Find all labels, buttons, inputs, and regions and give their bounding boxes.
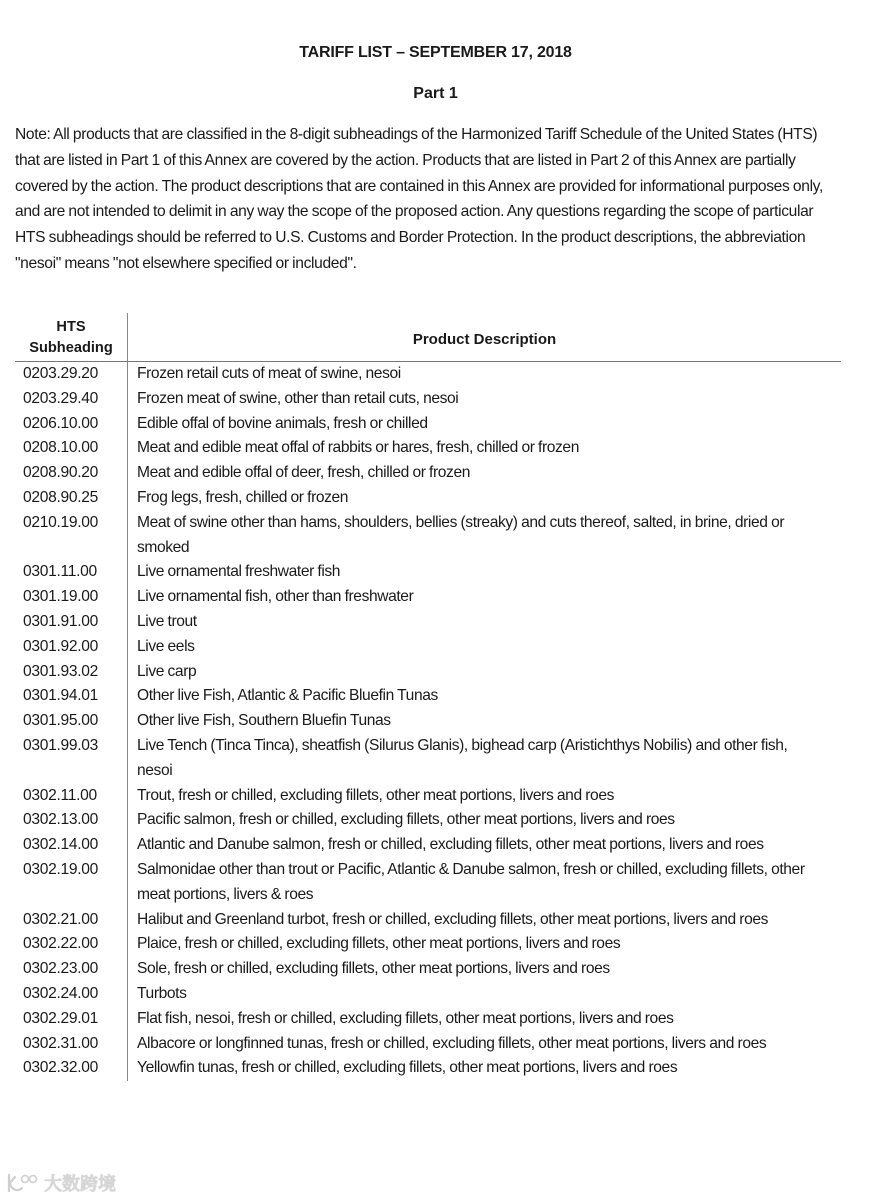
document-title: TARIFF LIST – SEPTEMBER 17, 2018 <box>299 44 572 61</box>
table-row <box>15 486 841 511</box>
table-row <box>15 932 841 957</box>
hts-code-cell: 0302.13.00 <box>15 808 128 833</box>
hts-code-cell: 0301.93.02 <box>15 660 128 685</box>
hts-code-cell: 0301.19.00 <box>15 585 128 610</box>
table-row <box>15 511 841 561</box>
product-description-cell: Edible offal of bovine animals, fresh or chilled <box>137 414 428 432</box>
annex-note: Note: All products that are classified in the 8-digit subheadings of the Harmonized Tariff Schedule of the United States (HTS) that are listed in Part 1 of this Annex are covered by the action. Products that are listed in Part 2 of this Annex are partially covered by the action. The product descriptions that are contained in this Annex are provided for informational purposes only, and are not intended to delimit in any way the scope of the proposed action. Any questions regarding the scope of particular HTS subheadings should be referred to U.S. Customs and Border Protection. In the product descriptions, the abbreviation "nesoi" means "not elsewhere specified or included". <box>15 126 823 272</box>
hts-code-cell: 0302.22.00 <box>15 932 128 957</box>
product-description-cell: Frozen retail cuts of meat of swine, nesoi <box>137 365 401 382</box>
hts-code-cell: 0302.29.01 <box>15 1007 128 1032</box>
hts-code-cell: 0210.19.00 <box>15 511 128 561</box>
table-row <box>15 684 841 709</box>
hts-code-cell: 0301.95.00 <box>15 709 128 734</box>
product-description-cell: Meat and edible meat offal of rabbits or hares, fresh, chilled or frozen <box>137 439 579 457</box>
product-description-cell: Salmonidae other than trout or Pacific, Atlantic & Danube salmon, fresh or chilled, excluding fillets, other meat portions, livers & roes <box>137 860 805 903</box>
product-description-cell: Live eels <box>137 637 195 655</box>
table-body <box>15 362 841 1081</box>
hts-code-cell: 0203.29.20 <box>15 362 128 387</box>
product-description-cell: Trout, fresh or chilled, excluding fillets, other meat portions, livers and roes <box>137 786 614 804</box>
table-row <box>15 784 841 809</box>
table-row <box>15 908 841 933</box>
hts-code-cell: 0302.24.00 <box>15 982 128 1007</box>
product-description-cell: Live carp <box>137 662 197 680</box>
product-description-cell: Turbots <box>137 984 187 1002</box>
header-hts-subheading <box>15 313 128 361</box>
table-row <box>15 734 841 784</box>
table-row <box>15 833 841 858</box>
hts-code-cell: 0203.29.40 <box>15 387 128 412</box>
product-description-cell: Frozen meat of swine, other than retail cuts, nesoi <box>137 389 459 407</box>
header-hts-line2: Subheading <box>29 340 113 356</box>
product-description-cell: Live ornamental freshwater fish <box>137 563 341 581</box>
hts-code-cell: 0302.21.00 <box>15 908 128 933</box>
hts-code-cell: 0302.19.00 <box>15 858 128 908</box>
table-row <box>15 982 841 1007</box>
hts-code-cell: 0301.92.00 <box>15 635 128 660</box>
hts-code-cell: 0301.94.01 <box>15 684 128 709</box>
table-row <box>15 709 841 734</box>
table-row <box>15 436 841 461</box>
hts-code-cell: 0206.10.00 <box>15 412 128 437</box>
table-row <box>15 957 841 982</box>
table-row <box>15 387 841 412</box>
product-description-cell: Albacore or longfinned tunas, fresh or chilled, excluding fillets, other meat portions, livers and roes <box>137 1034 767 1052</box>
hts-code-cell: 0302.32.00 <box>15 1056 128 1081</box>
table-row <box>15 560 841 585</box>
product-description-cell: Other live Fish, Southern Bluefin Tunas <box>137 712 391 730</box>
hts-code-cell: 0302.31.00 <box>15 1032 128 1057</box>
hts-code-cell: 0301.91.00 <box>15 610 128 635</box>
product-description-cell: Flat fish, nesoi, fresh or chilled, excluding fillets, other meat portions, livers and roes <box>137 1009 674 1027</box>
product-description-cell: Live trout <box>137 612 197 630</box>
hts-code-cell: 0208.90.20 <box>15 461 128 486</box>
product-description-cell: Meat and edible offal of deer, fresh, chilled or frozen <box>137 464 470 482</box>
product-description-cell: Pacific salmon, fresh or chilled, excluding fillets, other meat portions, livers and roes <box>137 811 675 829</box>
table-row <box>15 660 841 685</box>
hts-code-cell: 0301.99.03 <box>15 734 128 784</box>
header-hts-line1: HTS <box>56 319 86 335</box>
table-row <box>15 412 841 437</box>
k100-logo-icon <box>6 1172 40 1194</box>
product-description-cell: Live ornamental fish, other than freshwater <box>137 588 414 606</box>
watermark-text: 大数跨境 <box>44 1174 116 1195</box>
table-header <box>15 313 841 362</box>
table-row <box>15 610 841 635</box>
product-description-cell: Yellowfin tunas, fresh or chilled, excluding fillets, other meat portions, livers and roes <box>137 1059 678 1077</box>
table-row <box>15 1007 841 1032</box>
hts-code-cell: 0302.11.00 <box>15 784 128 809</box>
hts-code-cell: 0302.14.00 <box>15 833 128 858</box>
tariff-table <box>15 313 841 1081</box>
product-description-cell: Halibut and Greenland turbot, fresh or chilled, excluding fillets, other meat portions, livers and roes <box>137 910 769 928</box>
hts-code-cell: 0301.11.00 <box>15 560 128 585</box>
document-subtitle: Part 1 <box>413 85 458 102</box>
product-description-cell: Other live Fish, Atlantic & Pacific Bluefin Tunas <box>137 687 438 705</box>
product-description-cell: Atlantic and Danube salmon, fresh or chilled, excluding fillets, other meat portions, livers and roes <box>137 836 764 854</box>
product-description-cell: Frog legs, fresh, chilled or frozen <box>137 488 349 506</box>
table-row <box>15 362 841 387</box>
table-row <box>15 858 841 908</box>
watermark <box>6 1170 116 1196</box>
table-row <box>15 585 841 610</box>
product-description-cell: Meat of swine other than hams, shoulders, bellies (streaky) and cuts thereof, salted, in brine, dried or smoked <box>137 513 785 556</box>
hts-code-cell: 0208.90.25 <box>15 486 128 511</box>
table-row <box>15 461 841 486</box>
product-description-cell: Plaice, fresh or chilled, excluding fillets, other meat portions, livers and roes <box>137 935 621 953</box>
product-description-cell: Live Tench (Tinca Tinca), sheatfish (Silurus Glanis), bighead carp (Aristichthys Nobilis) and other fish, nesoi <box>137 736 788 779</box>
table-row <box>15 635 841 660</box>
hts-code-cell: 0208.10.00 <box>15 436 128 461</box>
table-row <box>15 1032 841 1057</box>
product-description-cell: Sole, fresh or chilled, excluding fillets, other meat portions, livers and roes <box>137 960 610 978</box>
table-row <box>15 808 841 833</box>
header-product-description: Product Description <box>412 331 557 348</box>
table-row <box>15 1056 841 1081</box>
hts-code-cell: 0302.23.00 <box>15 957 128 982</box>
